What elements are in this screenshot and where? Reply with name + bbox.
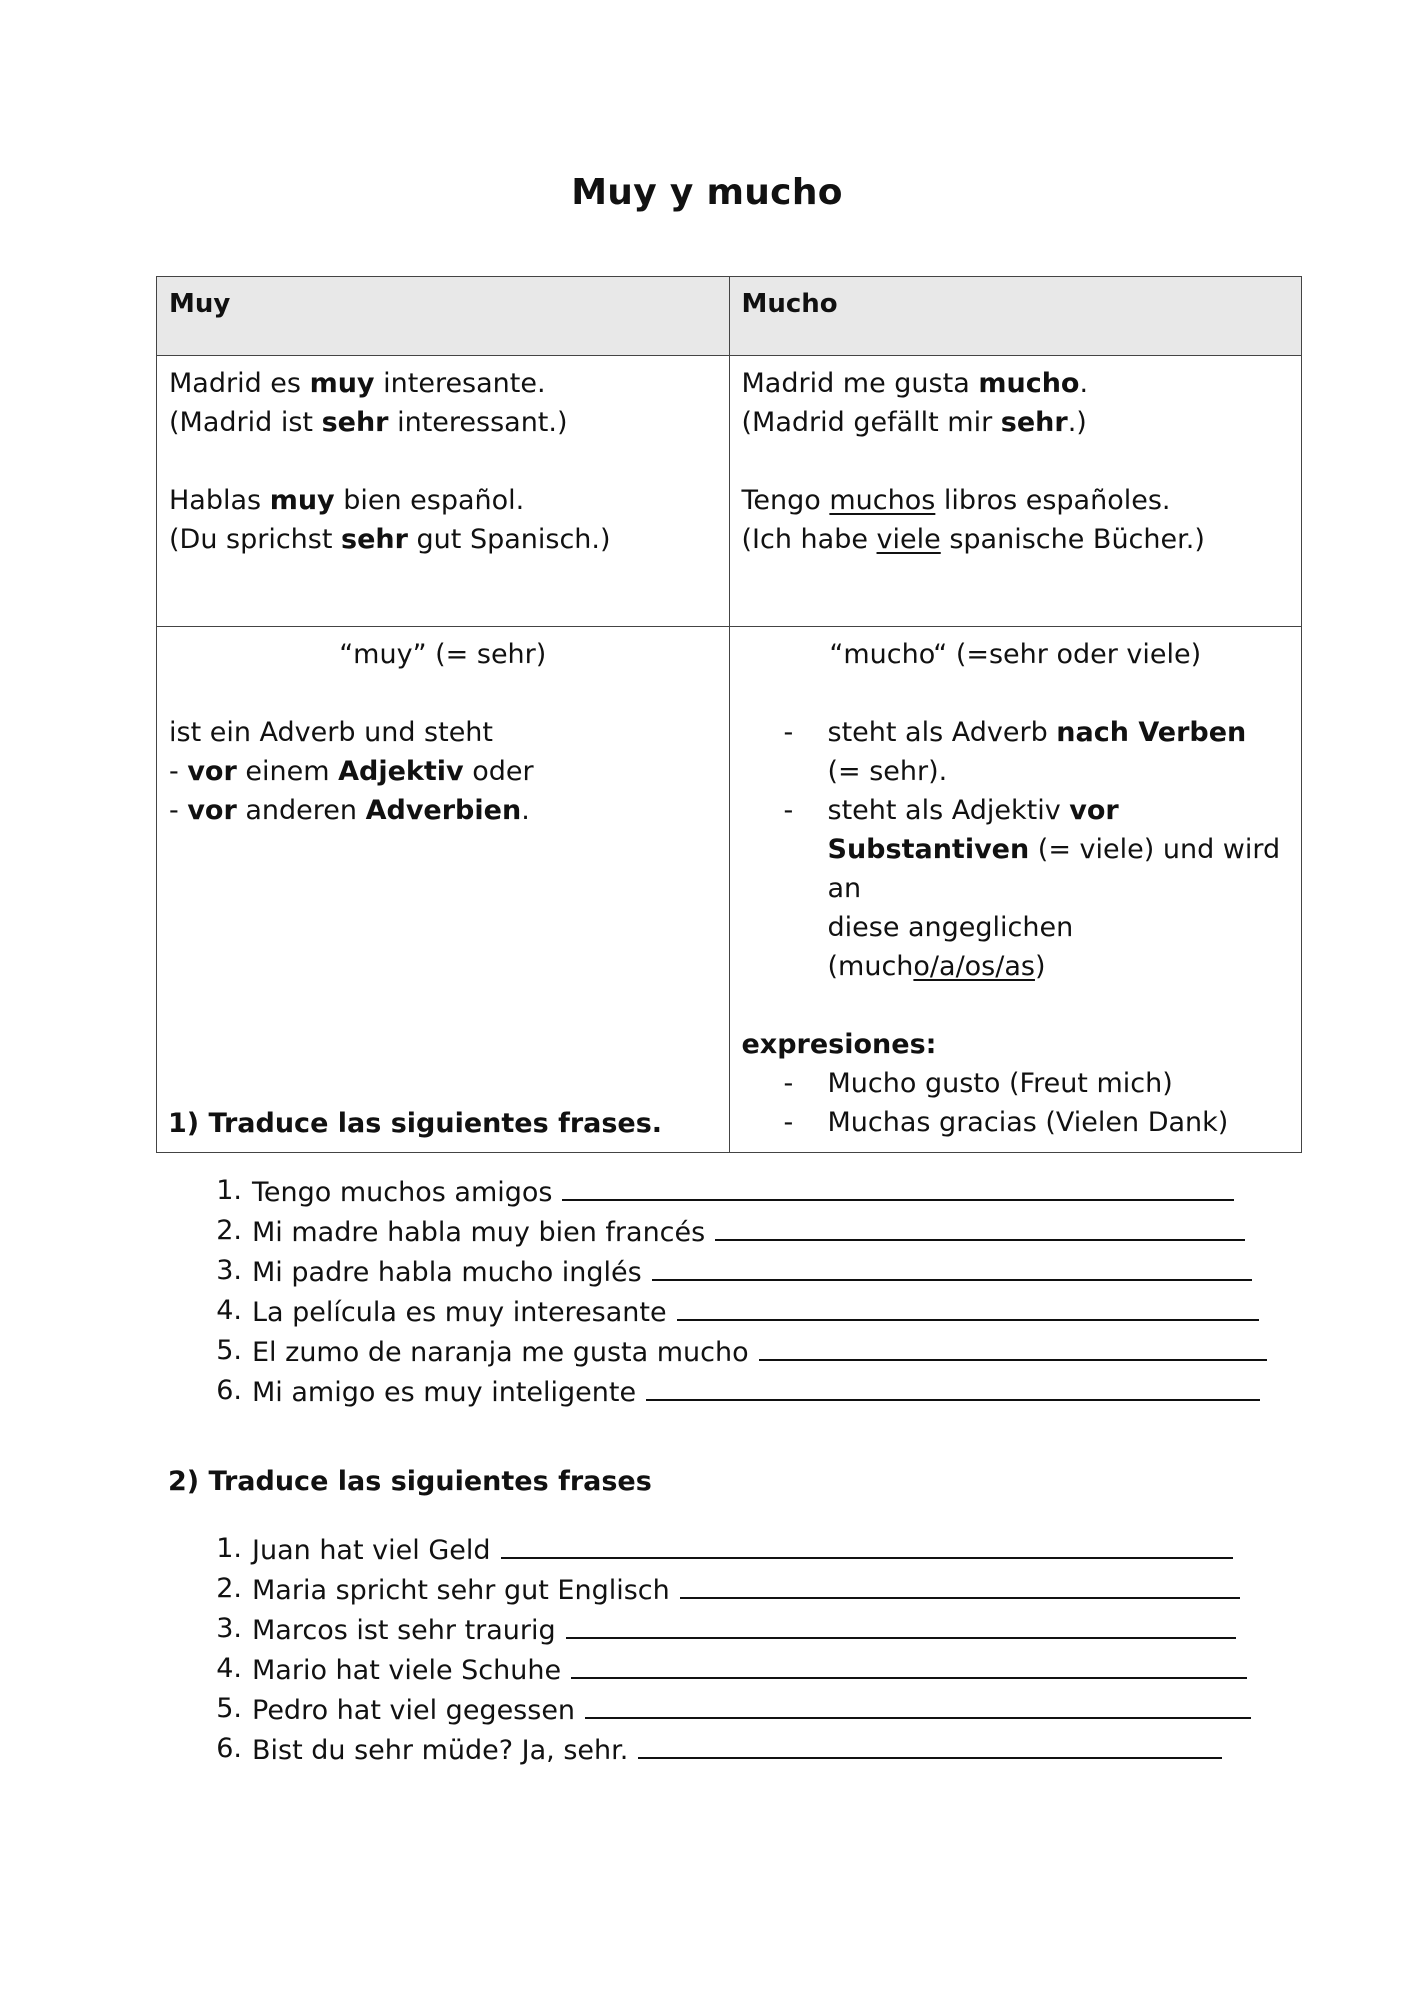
- text-segment: ist ein Adverb und steht: [169, 717, 493, 748]
- rule-item-line: [828, 908, 1290, 986]
- rule-mucho-list: [742, 713, 1290, 986]
- rule-item-line: [828, 713, 1290, 752]
- text-segment: interessant.): [388, 407, 568, 438]
- text-segment: .): [1067, 407, 1087, 438]
- exercise-item: [168, 1609, 652, 1649]
- text-segment: (= viele) und wird an: [827, 834, 1281, 904]
- item-number: 4.: [216, 1295, 242, 1326]
- item-number: 3.: [216, 1613, 242, 1644]
- text-segment: steht als Adverb: [827, 717, 1057, 748]
- text-segment: (= sehr).: [827, 756, 948, 787]
- text-segment: gut Spanisch.): [407, 524, 611, 555]
- item-text: Maria spricht sehr gut Englisch: [252, 1575, 670, 1606]
- item-number: 5.: [216, 1693, 242, 1724]
- text-segment: (Madrid gefällt mir: [741, 407, 1001, 438]
- example-line: [742, 481, 1290, 520]
- rule-line: [169, 752, 717, 791]
- bold-text: nach Verben: [1056, 717, 1247, 748]
- answer-blank[interactable]: [680, 1569, 1240, 1599]
- bold-text: vor: [187, 795, 237, 826]
- text-segment: .: [521, 795, 530, 826]
- examples-mucho: [729, 356, 1302, 627]
- text-segment: libros españoles.: [935, 485, 1171, 516]
- exercise-item: [168, 1171, 662, 1211]
- exercise-item: [168, 1371, 662, 1411]
- text-segment: Hablas: [169, 485, 270, 516]
- bold-text: muy: [269, 485, 335, 516]
- text-segment: interesante.: [374, 368, 546, 399]
- text-segment: anderen: [236, 795, 366, 826]
- rule-item: [742, 713, 1290, 791]
- answer-blank[interactable]: [501, 1529, 1233, 1559]
- expression-item: - Muchas gracias (Vielen Dank): [742, 1103, 1290, 1142]
- example-line: [742, 520, 1290, 559]
- answer-blank[interactable]: [571, 1649, 1247, 1679]
- exercise-item: [168, 1529, 652, 1569]
- bold-text: muy: [309, 368, 375, 399]
- bold-text: sehr: [1000, 407, 1068, 438]
- text-segment: oder: [463, 756, 534, 787]
- answer-blank[interactable]: [585, 1689, 1251, 1719]
- text-segment: Madrid es: [169, 368, 310, 399]
- expression-item: - Mucho gusto (Freut mich): [742, 1064, 1290, 1103]
- item-text: Mi madre habla muy bien francés: [252, 1217, 706, 1248]
- exercise-1: [168, 1108, 749, 1411]
- answer-blank[interactable]: [677, 1291, 1259, 1321]
- exercise-item: [168, 1331, 749, 1371]
- text-segment: .: [1079, 368, 1089, 399]
- item-number: 2.: [216, 1215, 242, 1246]
- text-segment: ): [1034, 951, 1046, 982]
- exercise-item: [168, 1211, 706, 1251]
- text-segment: bien español.: [334, 485, 525, 516]
- text-segment: (Du sprichst: [169, 524, 342, 555]
- table-header-row: [157, 277, 1302, 356]
- answer-blank[interactable]: [759, 1331, 1267, 1361]
- bold-text: Adverbien: [365, 795, 522, 826]
- item-text: Marcos ist sehr traurig: [252, 1615, 556, 1646]
- text-segment: spanische Bücher.): [940, 524, 1205, 555]
- exercise-2-list: [168, 1529, 670, 1769]
- exercise-item: [168, 1291, 667, 1331]
- blank-line: [742, 442, 1290, 481]
- text-segment: Tengo: [741, 485, 830, 516]
- exercise-item: [168, 1729, 652, 1769]
- item-number: 6.: [216, 1733, 242, 1764]
- rule-item: [742, 791, 1290, 986]
- item-text: Mi padre habla mucho inglés: [252, 1257, 642, 1288]
- example-line: [169, 364, 717, 403]
- exercise-item: [168, 1569, 670, 1609]
- exercise-item: [168, 1251, 662, 1291]
- header-muy: Muy: [157, 277, 730, 356]
- item-text: Tengo muchos amigos: [252, 1177, 553, 1208]
- rule-item-line: [828, 752, 1290, 791]
- text-segment: steht als Adjektiv: [827, 795, 1070, 826]
- item-number: 2.: [216, 1573, 242, 1604]
- exercise-1-title: 1) Traduce las siguientes frases.: [168, 1108, 663, 1139]
- exercise-item: [168, 1649, 652, 1689]
- item-number: 6.: [216, 1375, 242, 1406]
- underlined-text: muchos: [829, 485, 936, 516]
- underlined-text: viele: [876, 524, 941, 555]
- item-text: La película es muy interesante: [252, 1297, 667, 1328]
- examples-row: [157, 356, 1302, 627]
- item-text: El zumo de naranja me gusta mucho: [252, 1337, 749, 1368]
- rule-muy: [157, 627, 730, 1153]
- rule-line: [169, 791, 717, 830]
- answer-blank[interactable]: [715, 1211, 1245, 1241]
- expressions-label: expresiones:: [741, 1029, 937, 1060]
- bold-text: Adjektiv: [338, 756, 464, 787]
- rule-item-line: [828, 830, 1290, 908]
- text-segment: (Madrid ist: [169, 407, 322, 438]
- bold-text: vor: [1069, 795, 1119, 826]
- rule-mucho: [729, 627, 1302, 1153]
- text-segment: einem: [236, 756, 339, 787]
- rules-row: [157, 627, 1302, 1153]
- item-text: Juan hat viel Geld: [252, 1535, 491, 1566]
- text-segment: (Ich habe: [741, 524, 877, 555]
- bold-text: mucho: [978, 368, 1080, 399]
- grammar-table: [156, 276, 1302, 1153]
- item-number: 1.: [216, 1175, 242, 1206]
- blank-line: [169, 442, 717, 481]
- rule-line: [169, 713, 717, 752]
- rule-item-line: [828, 791, 1290, 830]
- answer-blank[interactable]: [638, 1729, 1222, 1759]
- item-number: 4.: [216, 1653, 242, 1684]
- header-mucho: Mucho: [729, 277, 1302, 356]
- rule-muy-heading: “muy” (= sehr): [339, 639, 547, 670]
- answer-blank[interactable]: [652, 1251, 1252, 1281]
- answer-blank[interactable]: [566, 1609, 1236, 1639]
- examples-muy: [157, 356, 730, 627]
- item-text: Mi amigo es muy inteligente: [252, 1377, 637, 1408]
- answer-blank[interactable]: [562, 1171, 1234, 1201]
- bold-text: vor: [187, 756, 237, 787]
- rule-mucho-heading: “mucho“ (=sehr oder viele): [829, 639, 1202, 670]
- example-line: [169, 403, 717, 442]
- text-segment: -: [169, 756, 188, 787]
- underlined-text: o/a/os/as: [913, 951, 1035, 982]
- exercise-2-title: 2) Traduce las siguientes frases: [168, 1466, 652, 1497]
- item-number: 5.: [216, 1335, 242, 1366]
- expressions-list: [742, 1064, 1290, 1142]
- exercise-1-list: [168, 1171, 749, 1411]
- text-segment: -: [169, 795, 188, 826]
- item-text: Bist du sehr müde? Ja, sehr.: [252, 1735, 629, 1766]
- text-segment: Madrid me gusta: [741, 368, 979, 399]
- answer-blank[interactable]: [646, 1371, 1260, 1401]
- item-text: Mario hat viele Schuhe: [252, 1655, 562, 1686]
- exercise-2: [168, 1466, 670, 1769]
- item-text: Pedro hat viel gegessen: [252, 1695, 576, 1726]
- page-title: Muy y mucho: [571, 172, 843, 213]
- bold-text: Substantiven: [827, 834, 1030, 865]
- example-line: [742, 403, 1290, 442]
- bold-text: sehr: [321, 407, 389, 438]
- text-segment: diese angeglichen (much: [827, 912, 1074, 982]
- example-line: [169, 481, 717, 520]
- exercise-item: [168, 1689, 652, 1729]
- example-line: [742, 364, 1290, 403]
- bold-text: sehr: [341, 524, 408, 555]
- item-number: 1.: [216, 1533, 242, 1564]
- example-line: [169, 520, 717, 559]
- item-number: 3.: [216, 1255, 242, 1286]
